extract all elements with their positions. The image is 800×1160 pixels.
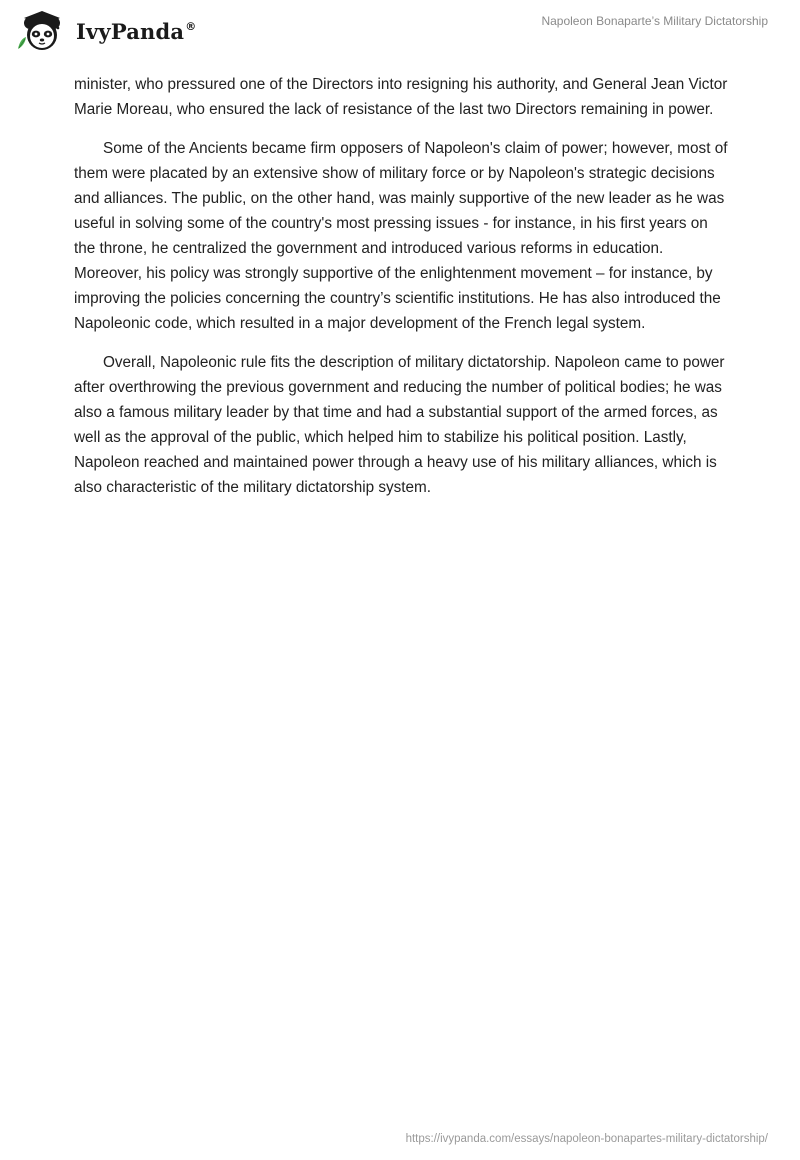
paragraph: Some of the Ancients became firm opposers of Napoleon's claim of power; however, most of them were placated by an extensive show of military force or by Napoleon's strategic decisions and alliances. The public, on the other hand, was mainly supportive of the new leader as he was useful in solving some of the country's most pressing issues - for instance, in his first years on the throne, he centralized the government and introduced various reforms in education. Moreover, his policy was strongly supportive of the enlightenment movement – for instance, by improving the policies concerning the country’s scientific institutions. He has also introduced the Napoleonic code, which resulted in a major development of the French legal system.	[74, 140, 728, 332]
paragraph-continued: minister, who pressured one of the Directors into resigning his authority, and General Jean Victor Marie Moreau, who ensured the lack of resistance of the last two Directors remaining in power.	[74, 76, 728, 118]
paragraph: Overall, Napoleonic rule fits the description of military dictatorship. Napoleon came to power after overthrowing the previous government and reducing the number of political bodies; he was also a famous military leader by that time and had a substantial support of the armed forces, as well as the approval of the public, which helped him to stabilize his political position. Lastly, Napoleon reached and maintained power through a heavy use of his military alliances, which is also characteristic of the military dictatorship system.	[74, 354, 725, 496]
panda-graduate-icon	[16, 9, 68, 53]
page-header	[0, 0, 800, 70]
brand-name	[76, 19, 196, 44]
registered-mark: ®	[185, 19, 197, 33]
document-title: Napoleon Bonaparte’s Military Dictatorship	[541, 14, 768, 28]
brand-name-text: IvyPanda	[76, 18, 185, 44]
essay-body	[74, 72, 729, 514]
source-url-link[interactable]: https://ivypanda.com/essays/napoleon-bonapartes-military-dictatorship/	[405, 1133, 768, 1145]
brand-logo[interactable]	[16, 9, 196, 53]
